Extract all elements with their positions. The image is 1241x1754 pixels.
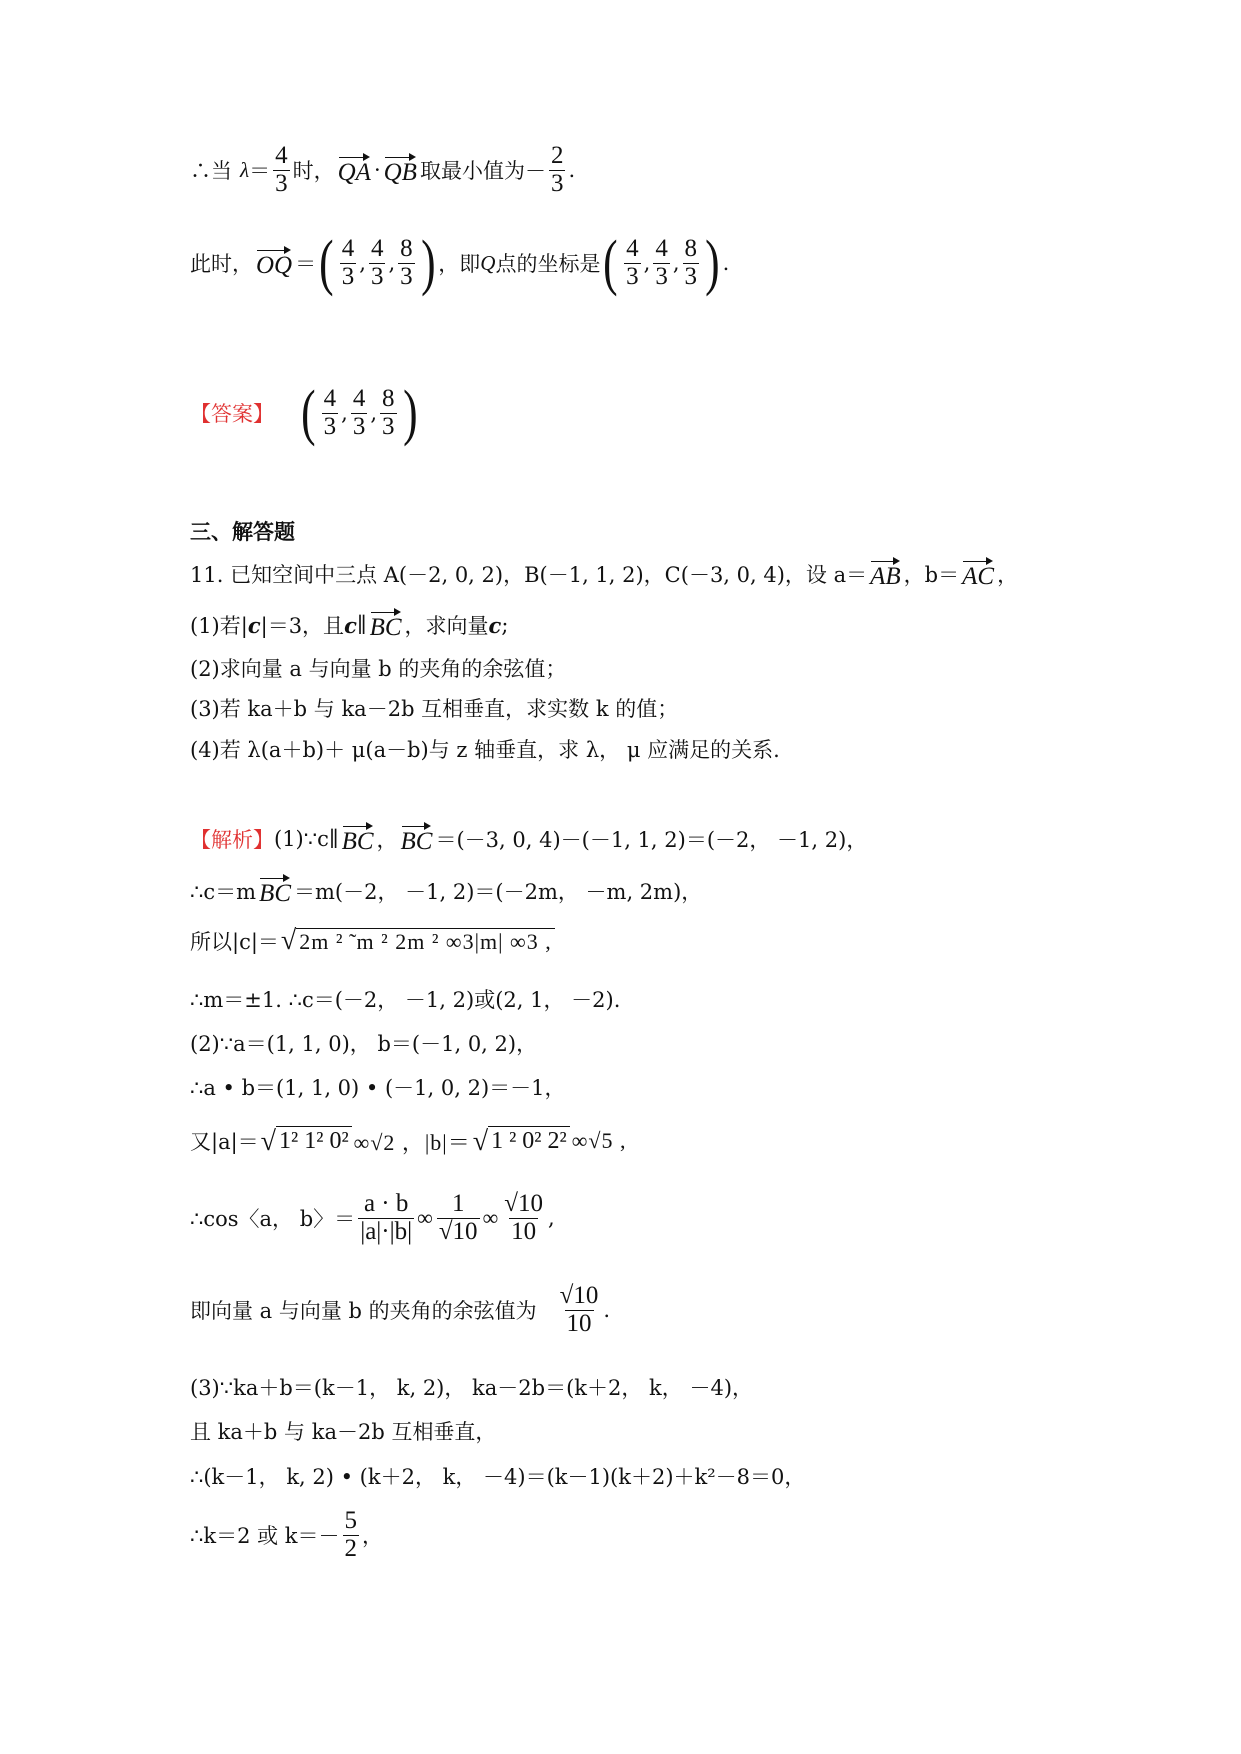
text: 时， bbox=[292, 159, 335, 183]
question-part-1 bbox=[190, 602, 508, 648]
vector-ac: AC bbox=[962, 557, 994, 591]
solution-text: , bbox=[547, 1206, 555, 1230]
text: 此时， bbox=[190, 252, 253, 276]
solution-line-7 bbox=[190, 1118, 626, 1164]
question-11 bbox=[190, 551, 1018, 597]
vector-bc: BC bbox=[401, 822, 433, 856]
vector-bc: BC bbox=[259, 874, 291, 908]
solution-text: 所以|c|＝ bbox=[190, 930, 279, 954]
parallel-symbol: ∥ bbox=[356, 613, 367, 637]
part-text: ，求向量 bbox=[404, 614, 489, 638]
fraction: $\frac{5}{2}$ bbox=[344, 1507, 358, 1562]
solution-text: 即向量 a 与向量 b 的夹角的余弦值为 bbox=[190, 1299, 537, 1323]
solution-text: ∴cos〈a， b〉＝ bbox=[190, 1207, 356, 1231]
solution-text: 又|a|＝ bbox=[190, 1130, 259, 1154]
fraction: $\frac{√10}{10}$ bbox=[559, 1282, 599, 1337]
part-text: |＝3，且 bbox=[260, 614, 345, 638]
part-text: (1)若| bbox=[190, 614, 248, 638]
solution-line-11: 且 ka＋b 与 ka－2b 互相垂直， bbox=[190, 1420, 497, 1444]
fraction: $\frac{4}{3}$ bbox=[626, 235, 639, 290]
section-heading: 三、解答题 bbox=[190, 520, 295, 544]
solution-text: ， bbox=[362, 1524, 384, 1548]
sqrt-expression: √ 2m ² ̃ m ² 2m ² ∞3|m| ∞3 , bbox=[281, 927, 555, 955]
text: ＝ bbox=[249, 159, 271, 183]
point-q: Q bbox=[480, 250, 496, 275]
fraction: $\frac{√10}{10}$ bbox=[504, 1190, 543, 1245]
fraction: $\frac{4}{3}$ bbox=[341, 235, 355, 290]
fraction: $\frac{1}{√10}$ bbox=[438, 1190, 478, 1245]
solution-text: ， bbox=[376, 828, 398, 852]
solution-line-5: (2)∵a＝(1, 1, 0)， b＝(－1, 0, 2)， bbox=[190, 1032, 538, 1056]
vector-c: c bbox=[344, 612, 357, 638]
fraction: $\frac{4}{3}$ bbox=[655, 235, 668, 290]
solution-text: ∞ bbox=[417, 1205, 434, 1230]
solution-text: ＝(－3, 0, 4)－(－1, 1, 2)＝(－2， －1, 2)， bbox=[435, 828, 868, 852]
solution-text: ∞√5 , bbox=[571, 1128, 627, 1153]
question-part-2: (2)求向量 a 与向量 b 的夹角的余弦值； bbox=[190, 657, 567, 681]
text: ＝ bbox=[295, 252, 317, 276]
sqrt-expression: √ 1 ² 0² 2² bbox=[473, 1126, 570, 1156]
answer-line: 【答案】 ( $\frac{4}{3}$ , $\frac{4}{3}$ , $\frac{8}{3}$ ) bbox=[190, 379, 418, 447]
vector-bc: BC bbox=[342, 822, 374, 856]
fraction: $\frac{8}{3}$ bbox=[684, 235, 697, 290]
oq-line: 此时， OQ ＝ ( $\frac{4}{3}$ , $\frac{4}{3}$ , $\frac{8}{3}$ ) ，即 Q 点的坐标是 ( $\frac{4}{3}$ , $\frac{4}{3}$ , $\frac{8}{3}$ ) . bbox=[190, 229, 730, 297]
vector-oq: OQ bbox=[256, 246, 292, 280]
lambda-symbol: λ bbox=[240, 157, 250, 182]
fraction: $\frac{4}{3}$ bbox=[370, 235, 384, 290]
question-part-4: (4)若 λ(a＋b)＋ μ(a－b)与 z 轴垂直，求 λ， μ 应满足的关系. bbox=[190, 738, 780, 762]
solution-text: ∴k＝2 或 k＝－ bbox=[190, 1524, 340, 1548]
solution-line-6: ∴a • b＝(1, 1, 0) • (－1, 0, 2)＝－1， bbox=[190, 1076, 566, 1100]
vector-c: c bbox=[247, 612, 261, 638]
solution-line-3 bbox=[190, 918, 557, 964]
text: . bbox=[568, 158, 576, 182]
question-text: ，b＝ bbox=[903, 563, 960, 587]
fraction: $\frac{2}{3}$ bbox=[550, 142, 564, 197]
vector-c: c bbox=[488, 612, 502, 638]
fraction: $\frac{8}{3}$ bbox=[400, 235, 413, 290]
solution-text: . bbox=[603, 1298, 611, 1322]
solution-line-12: ∴(k－1， k, 2) • (k＋2， k， －4)＝(k－1)(k＋2)＋k²－8＝0， bbox=[190, 1465, 806, 1489]
solution-text: (1)∵c∥ bbox=[274, 827, 339, 851]
text: . bbox=[722, 251, 730, 275]
vector-ab: AB bbox=[870, 557, 901, 591]
solution-text: ∞ bbox=[482, 1205, 500, 1230]
sqrt-expression: √ 1² 1² 0² bbox=[261, 1126, 352, 1156]
vector-qa: QA bbox=[338, 153, 371, 187]
vector-bc: BC bbox=[370, 608, 402, 642]
solution-line-2 bbox=[190, 868, 702, 914]
fraction: $\frac{8}{3}$ bbox=[382, 385, 395, 440]
question-part-3: (3)若 ka＋b 与 ka－2b 互相垂直，求实数 k 的值； bbox=[190, 697, 679, 721]
text: ∴当 bbox=[190, 159, 232, 183]
question-text: 11. 已知空间中三点 A(－2, 0, 2)，B(－1, 1, 2)，C(－3, 0, 4)，设 a＝ bbox=[190, 563, 868, 587]
fraction: $\frac{4}{3}$ bbox=[323, 385, 337, 440]
dot-operator: · bbox=[373, 158, 381, 182]
text: 点的坐标是 bbox=[495, 252, 601, 276]
solution-text: ＝m(－2， －1, 2)＝(－2m， －m, 2m)， bbox=[294, 880, 703, 904]
solution-label: 【解析】 bbox=[190, 828, 274, 852]
solution-text: ∞√2 ，|b|＝ bbox=[353, 1129, 471, 1155]
solution-line-1 bbox=[190, 816, 867, 862]
solution-line-4: ∴m＝±1. ∴c＝(－2， －1, 2)或(2, 1， －2). bbox=[190, 988, 621, 1012]
text: ，即 bbox=[438, 252, 481, 276]
text: 取最小值为－ bbox=[419, 159, 546, 183]
min-value-line bbox=[190, 142, 575, 198]
fraction: $\frac{a \cdot b}{|a|\cdot|b|}$ bbox=[360, 1190, 413, 1245]
fraction: $\frac{4}{3}$ bbox=[275, 142, 288, 197]
solution-line-9 bbox=[190, 1275, 610, 1345]
fraction: $\frac{4}{3}$ bbox=[352, 385, 366, 440]
solution-line-10: (3)∵ka＋b＝(k－1， k, 2)， ka－2b＝(k＋2， k， －4)， bbox=[190, 1376, 754, 1400]
vector-qb: QB bbox=[384, 153, 417, 187]
answer-label: 【答案】 bbox=[190, 402, 274, 426]
part-text: ; bbox=[501, 613, 509, 637]
solution-line-8 bbox=[190, 1183, 555, 1253]
solution-text: ∴c＝m bbox=[190, 880, 257, 904]
solution-line-13 bbox=[190, 1503, 383, 1567]
question-text: ， bbox=[997, 563, 1019, 587]
